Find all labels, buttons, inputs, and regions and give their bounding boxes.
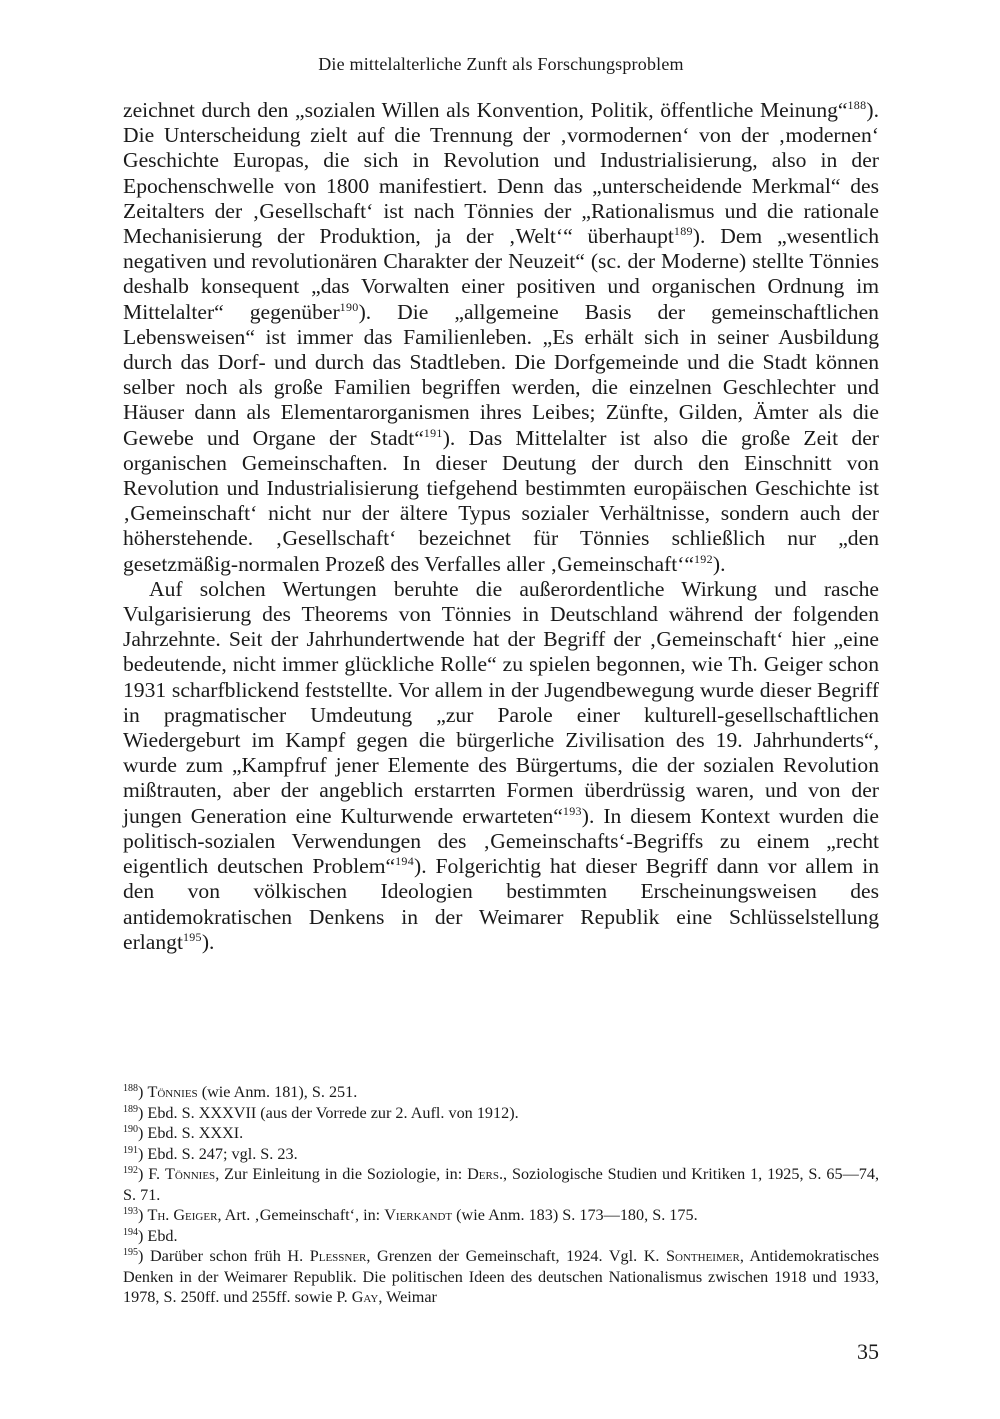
footnote (123, 1205, 879, 1226)
footnote-number: 191 (123, 1144, 138, 1156)
footnote-reference: 192 (694, 551, 713, 566)
footnote-text: ) Darüber schon früh H. (138, 1247, 310, 1265)
paragraph-text: ). (712, 551, 726, 576)
footnote-text: , Art. ‚Gemeinschaft‘, in: (217, 1206, 385, 1224)
author-name: Gay (351, 1288, 379, 1306)
footnote-text: ) Ebd. S. XXXVII (aus der Vorrede zur 2. Aufl. von 1912). (138, 1103, 519, 1122)
footnote-text: ) (138, 1083, 148, 1101)
footnote-text: , Soziologische Studien und Kritiken 1, 1925, S. 65—74, S. 71. (123, 1165, 879, 1204)
footnote-reference: 188 (847, 98, 867, 112)
footnote (123, 1082, 879, 1103)
paragraph-text: ). In diesem Kontext wurden die politisch-sozialen Verwendungen des ‚Gemeinschafts‘-Begriffs zu einem „recht eigentlich deutschen Problem“ (123, 803, 879, 879)
footnote-text: , Antidemokratisches Denken in der Weimarer Republik. Die politischen Ideen des deutschen Nationalismus zwischen 1918 und 1933, 1978, S. 250ff. und 255ff. sowie P. (123, 1247, 879, 1306)
paragraph-text: ). (201, 929, 215, 954)
footnote-text: ) F. (138, 1165, 165, 1183)
footnote-number: 188 (123, 1083, 138, 1094)
footnote (123, 1164, 879, 1205)
footnote-reference: 189 (673, 224, 693, 239)
footnote (123, 1246, 879, 1308)
footnote-text: , Weimar (378, 1288, 437, 1306)
body-text (123, 98, 879, 955)
footnote-reference: 190 (339, 299, 359, 314)
running-head: Die mittelalterliche Zunft als Forschungsproblem (318, 54, 684, 74)
paragraph-text: zeichnet durch den „sozialen Willen als Konvention, Politik, öffentliche Meinung“ (123, 98, 848, 122)
footnote (123, 1144, 879, 1165)
footnote-number: 193 (123, 1206, 138, 1217)
footnotes (123, 1082, 879, 1308)
footnote-reference: 193 (562, 803, 582, 818)
paragraph-text: ). Das Mittelalter ist also die große Zeit der organischen Gemeinschaften. In dieser Deutung der durch den Einschnitt von Revolution und Industrialisierung tiefgehend bestimmten europäischen Geschichte ist ‚Gemeinschaft‘ nicht nur der ältere Typus sozialer Verhältnisse, sondern auch der höherstehende. ‚Gesellschaft‘ bezeichnet für Tönnies schließlich nur „den gesetzmäßig-normalen Prozeß des Verfalles aller ‚Gemeinschaft‘“ (123, 425, 879, 576)
footnote-text: ) Ebd. S. 247; vgl. S. 23. (138, 1144, 298, 1163)
footnote (123, 1123, 879, 1144)
footnote (123, 1226, 879, 1247)
author-name: Sontheimer (666, 1247, 740, 1265)
author-name: Tönnies (164, 1165, 216, 1183)
footnote-number: 190 (123, 1124, 138, 1135)
footnote-text: (wie Anm. 181), S. 251. (197, 1083, 358, 1101)
paragraph-text: ). Dem „wesentlich negativen und revolutionären Charakter der Neuzeit“ (sc. der Moderne) stellte Tönnies deshalb konsequent „das Vorwalten einer positiven und organischen Ordnung im Mittelalter“ gegenüber (123, 224, 879, 324)
footnote-number: 194 (123, 1226, 138, 1238)
page-number: 35 (857, 1339, 879, 1364)
footnote-reference: 195 (182, 929, 202, 944)
footnote-number: 195 (123, 1247, 138, 1258)
body-paragraph (123, 98, 879, 577)
author-name: Tönnies (147, 1083, 198, 1101)
author-name: Th. Geiger (147, 1206, 218, 1224)
footnote-text: , Zur Einleitung in die Soziologie, in: (215, 1165, 468, 1183)
footnote-text: ) Ebd. (138, 1226, 178, 1245)
paragraph-text: ). Die „allgemeine Basis der gemeinschaftlichen Lebensweisen“ ist immer das Familienleben. „Es erhält sich in seiner Ausbildung durch das Dorf- und durch das Stadtleben. Die Dorfgemeinde und die Stadt können selber noch als große Familien begriffen werden, die einzelnen Geschlechter und Häuser dann als Elementarorganismen ihres Leibes; Zünfte, Gilden, Ämter als die Gewebe und Organe der Stadt“ (123, 299, 879, 450)
paragraph-text: Auf solchen Wertungen beruhte die außerordentliche Wirkung und rasche Vulgarisierung des Theorems von Tönnies in Deutschland während der folgenden Jahrzehnte. Seit der Jahrhundertwende hat der Begriff der ‚Gemeinschaft‘ hier „eine bedeutende, nicht immer glückliche Rolle“ zu spielen begonnen, wie Th. Geiger schon 1931 scharfblickend feststellte. Vor allem in der Jugendbewegung wurde dieser Begriff in pragmatischer Umdeutung „zur Parole einer kulturell-gesellschaftlichen Wiedergeburt im Kampf gegen die bürgerliche Zivilisation des 19. Jahrhunderts“, wurde zum „Kampfruf jener Elemente des Bürgertums, die der sozialen Revolution mißtrauten, aber der angeblich erstarrten Formen überdrüssig waren, und von der jungen Generation eine Kulturwende erwarteten“ (123, 576, 879, 828)
author-name: Plessner (309, 1247, 367, 1265)
footnote (123, 1103, 879, 1124)
footnote-reference: 191 (423, 425, 443, 440)
paragraph-text: ). Folgerichtig hat dieser Begriff dann vor allem in den von völkischen Ideologien bestimmten Erscheinungsweisen des antidemokratischen Denkens in der Weimarer Republik eine Schlüsselstellung erlangt (123, 854, 879, 954)
footnote-text: , Grenzen der Gemeinschaft, 1924. Vgl. K. (366, 1247, 667, 1265)
body-paragraph (123, 577, 879, 955)
footnote-reference: 194 (395, 854, 415, 869)
footnote-text: (wie Anm. 183) S. 173—180, S. 175. (452, 1206, 698, 1224)
footnote-text: ) Ebd. S. XXXI. (138, 1124, 244, 1142)
footnote-number: 189 (123, 1103, 138, 1115)
author-name: Vierkandt (384, 1206, 453, 1224)
footnote-text: ) (138, 1206, 148, 1224)
author-name: Ders. (467, 1165, 504, 1183)
paragraph-text: ). Die Unterscheidung zielt auf die Trennung der ‚vormodernen‘ von der ‚modernen‘ Geschichte Europas, die sich in Revolution und Industrialisierung, also in der Epochenschwelle von 1800 manifestiert. Denn das „unterscheidende Merkmal“ des Zeitalters der ‚Gesellschaft‘ ist nach Tönnies der „Rationalismus und die rationale Mechanisierung der Produktion, ja der ‚Welt‘“ überhaupt (123, 98, 879, 249)
footnote-number: 192 (123, 1165, 138, 1176)
